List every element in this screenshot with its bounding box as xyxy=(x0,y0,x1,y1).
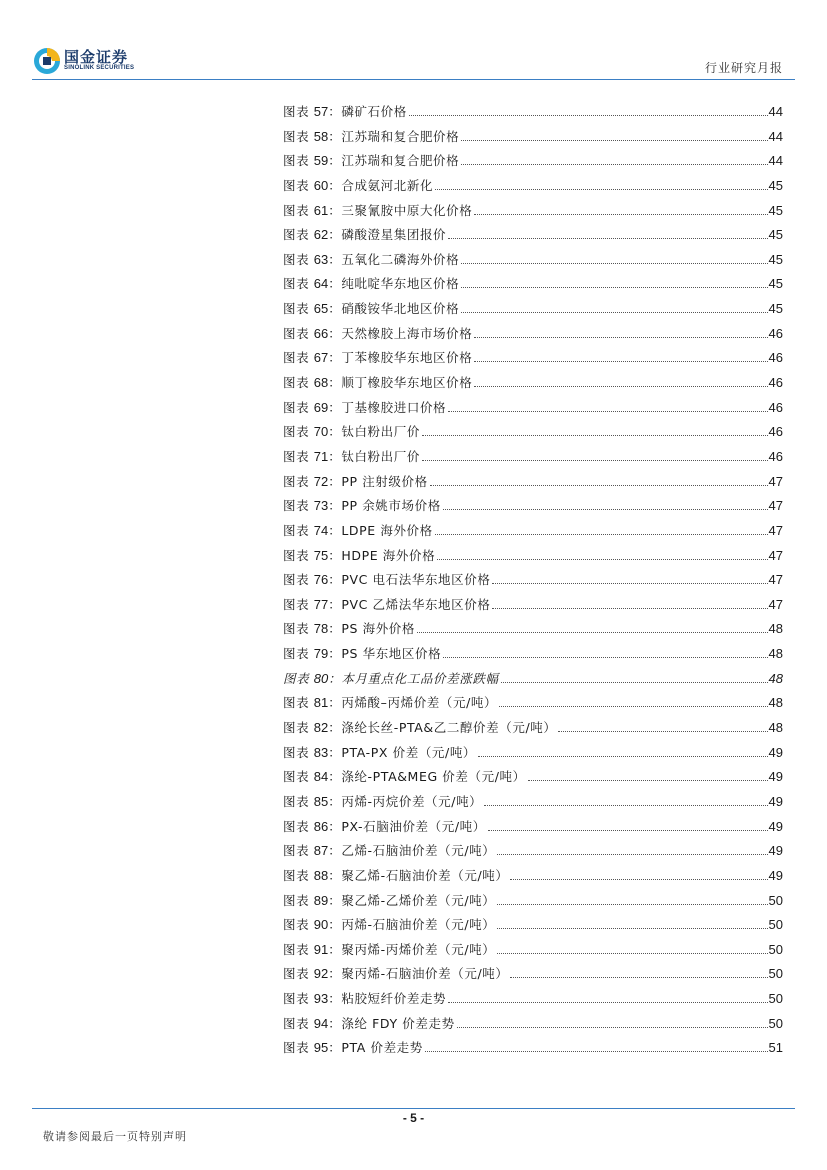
toc-entry-label xyxy=(283,149,459,174)
toc-entry-title: ：钛白粉出厂价 xyxy=(328,448,420,464)
toc-entry[interactable] xyxy=(283,297,783,322)
toc-entry-label xyxy=(283,962,508,987)
toc-entry-title: ：纯吡啶华东地区价格 xyxy=(328,276,460,292)
toc-entry-label xyxy=(283,741,476,766)
toc-dot-leader xyxy=(492,582,767,584)
toc-entry-label xyxy=(283,1012,455,1037)
toc-entry-number: 82 xyxy=(313,720,329,736)
toc-dot-leader xyxy=(497,903,767,905)
toc-entry[interactable] xyxy=(283,617,783,642)
toc-entry-prefix: 图表 xyxy=(283,744,314,760)
toc-dot-leader xyxy=(474,360,767,362)
toc-entry-title: ：PP 注射级价格 xyxy=(328,473,428,489)
toc-entry-label xyxy=(283,642,441,667)
toc-entry-number: 81 xyxy=(313,695,329,711)
toc-entry-number: 75 xyxy=(313,547,329,563)
toc-entry-number: 77 xyxy=(313,596,329,612)
toc-entry-title: ：PVC 乙烯法华东地区价格 xyxy=(328,596,491,612)
toc-entry[interactable] xyxy=(283,544,783,569)
toc-entry-label xyxy=(283,322,472,347)
toc-entry-prefix: 图表 xyxy=(283,867,314,883)
toc-entry-prefix: 图表 xyxy=(283,153,314,169)
report-type-label: 行业研究月报 xyxy=(704,61,783,75)
toc-entry-number: 93 xyxy=(313,991,329,1007)
toc-entry-prefix: 图表 xyxy=(283,375,314,391)
toc-entry-page: 48 xyxy=(768,695,783,711)
toc-entry-number: 66 xyxy=(313,325,329,341)
page-header xyxy=(0,0,827,80)
toc-entry-prefix: 图表 xyxy=(283,325,314,341)
toc-entry-number: 68 xyxy=(313,375,329,391)
toc-entry-prefix: 图表 xyxy=(283,350,314,366)
toc-entry-prefix: 图表 xyxy=(283,596,314,612)
toc-dot-leader xyxy=(437,558,767,560)
toc-entry[interactable] xyxy=(283,1012,783,1037)
toc-entry-title: ：硝酸铵华北地区价格 xyxy=(328,301,460,317)
toc-entry-label xyxy=(283,987,446,1012)
toc-entry[interactable] xyxy=(283,913,783,938)
toc-entry-label xyxy=(283,913,495,938)
toc-entry-page: 49 xyxy=(768,793,783,809)
toc-entry-page: 50 xyxy=(768,991,783,1007)
toc-entry-prefix: 图表 xyxy=(283,843,314,859)
toc-entry-prefix: 图表 xyxy=(283,917,314,933)
toc-entry-prefix: 图表 xyxy=(283,769,314,785)
toc-entry-number: 80 xyxy=(313,670,329,686)
toc-entry-number: 63 xyxy=(313,251,329,267)
toc-entry-number: 84 xyxy=(313,769,329,785)
toc-entry-page: 50 xyxy=(768,1015,783,1031)
toc-entry[interactable] xyxy=(283,272,783,297)
toc-dot-leader xyxy=(425,1050,768,1052)
toc-dot-leader xyxy=(497,927,767,929)
toc-dot-leader xyxy=(430,484,768,486)
toc-entry-number: 70 xyxy=(313,424,329,440)
toc-entry-label xyxy=(283,568,490,593)
toc-entry-title: ：顺丁橡胶华东地区价格 xyxy=(328,375,473,391)
toc-entry-page: 49 xyxy=(768,818,783,834)
toc-dot-leader xyxy=(474,336,767,338)
toc-entry-label xyxy=(283,125,459,150)
toc-entry-title: ：PVC 电石法华东地区价格 xyxy=(328,572,491,588)
toc-entry[interactable] xyxy=(283,100,783,125)
toc-dot-leader xyxy=(461,139,767,141)
toc-entry-prefix: 图表 xyxy=(283,104,314,119)
toc-entry[interactable] xyxy=(283,716,783,741)
toc-dot-leader xyxy=(461,262,767,264)
toc-entry-number: 89 xyxy=(313,892,329,908)
toc-entry-page: 45 xyxy=(768,227,783,243)
toc-entry[interactable] xyxy=(283,248,783,273)
toc-entry-page: 44 xyxy=(768,153,783,169)
toc-entry-label xyxy=(283,396,446,421)
toc-entry-prefix: 图表 xyxy=(283,695,314,711)
toc-entry-prefix: 图表 xyxy=(283,966,314,982)
toc-entry[interactable] xyxy=(283,987,783,1012)
toc-entry[interactable] xyxy=(283,346,783,371)
toc-dot-leader xyxy=(422,434,768,436)
toc-dot-leader xyxy=(461,163,767,165)
toc-entry-title: ：乙烯-石脑油价差（元/吨） xyxy=(328,843,496,859)
toc-entry-prefix: 图表 xyxy=(283,177,314,193)
toc-entry-label xyxy=(283,174,433,199)
toc-entry[interactable] xyxy=(283,938,783,963)
toc-dot-leader xyxy=(457,1026,768,1028)
toc-dot-leader xyxy=(435,533,768,535)
toc-entry-prefix: 图表 xyxy=(283,522,314,538)
toc-entry-prefix: 图表 xyxy=(283,1015,314,1031)
toc-entry-number: 79 xyxy=(313,646,329,662)
toc-dot-leader xyxy=(499,705,767,707)
toc-entry-number: 92 xyxy=(313,966,329,982)
toc-entry[interactable] xyxy=(283,864,783,889)
toc-entry-page: 49 xyxy=(768,867,783,883)
toc-entry-page: 45 xyxy=(768,177,783,193)
toc-entry-number: 90 xyxy=(313,917,329,933)
toc-entry-page: 47 xyxy=(768,572,783,588)
toc-entry-prefix: 图表 xyxy=(283,128,314,144)
toc-entry-prefix: 图表 xyxy=(283,1040,314,1056)
toc-entry-page: 46 xyxy=(768,325,783,341)
sinolink-logo-icon xyxy=(32,46,62,76)
toc-entry-label xyxy=(283,815,486,840)
toc-entry-prefix: 图表 xyxy=(283,301,314,317)
toc-entry[interactable] xyxy=(283,815,783,840)
toc-entry-title: ：涤纶-PTA&MEG 价差（元/吨） xyxy=(328,769,526,785)
disclaimer-text: 敬请参阅最后一页特别声明 xyxy=(43,1130,187,1143)
toc-entry-page: 45 xyxy=(768,276,783,292)
footer-divider xyxy=(32,1108,795,1109)
toc-entry-label xyxy=(283,223,446,248)
toc-entry-page: 50 xyxy=(768,892,783,908)
toc-entry-title: ：PP 余姚市场价格 xyxy=(328,498,441,514)
logo-english-name: SINOLINK SECURITIES xyxy=(64,65,135,71)
toc-entry[interactable] xyxy=(283,962,783,987)
toc-entry[interactable] xyxy=(283,691,783,716)
toc-dot-leader xyxy=(422,459,768,461)
toc-entry-title: ：聚乙烯-乙烯价差（元/吨） xyxy=(328,892,496,908)
toc-dot-leader xyxy=(510,976,767,978)
toc-dot-leader xyxy=(443,656,767,658)
toc-entry-page: 46 xyxy=(768,424,783,440)
toc-entry-page: 45 xyxy=(768,251,783,267)
toc-entry[interactable] xyxy=(283,519,783,544)
toc-entry-page: 46 xyxy=(768,375,783,391)
toc-entry-page: 48 xyxy=(768,621,783,637)
toc-entry-page: 47 xyxy=(768,547,783,563)
toc-entry-title: ：PX-石脑油价差（元/吨） xyxy=(328,818,486,834)
toc-entry-prefix: 图表 xyxy=(283,720,314,736)
toc-entry-label xyxy=(283,100,407,125)
toc-dot-leader xyxy=(435,188,767,190)
toc-dot-leader xyxy=(443,508,768,510)
toc-entry-prefix: 图表 xyxy=(283,424,314,440)
toc-entry-prefix: 图表 xyxy=(283,473,314,489)
toc-entry-label xyxy=(283,297,459,322)
toc-entry-label xyxy=(283,938,495,963)
toc-entry-label xyxy=(283,272,459,297)
toc-entry-page: 48 xyxy=(768,670,783,686)
toc-entry-prefix: 图表 xyxy=(283,498,314,514)
toc-entry-number: 94 xyxy=(313,1015,329,1031)
toc-entry-page: 44 xyxy=(768,128,783,144)
toc-entry-title: ：丁基橡胶进口价格 xyxy=(328,399,447,415)
toc-entry-page: 47 xyxy=(768,522,783,538)
toc-entry[interactable] xyxy=(283,223,783,248)
toc-entry-label xyxy=(283,716,556,741)
toc-entry-page: 46 xyxy=(768,350,783,366)
toc-entry[interactable] xyxy=(283,396,783,421)
toc-dot-leader xyxy=(484,804,767,806)
toc-dot-leader xyxy=(474,385,767,387)
toc-entry-prefix: 图表 xyxy=(283,621,314,637)
toc-entry-number: 71 xyxy=(313,448,329,464)
toc-entry-title: ：磷酸澄星集团报价 xyxy=(328,227,447,243)
toc-entry-prefix: 图表 xyxy=(283,547,314,563)
toc-entry-number: 61 xyxy=(313,202,329,218)
toc-entry-page: 45 xyxy=(768,202,783,218)
toc-entry-prefix: 图表 xyxy=(283,818,314,834)
toc-entry-title: ：涤纶 FDY 价差走势 xyxy=(328,1015,455,1031)
toc-entry-page: 50 xyxy=(768,966,783,982)
toc-entry-title: ：天然橡胶上海市场价格 xyxy=(328,325,473,341)
toc-entry-title: ：丙烯-丙烷价差（元/吨） xyxy=(328,793,483,809)
toc-entry-title: ：江苏瑞和复合肥价格 xyxy=(328,153,460,169)
toc-entry-prefix: 图表 xyxy=(283,670,314,686)
toc-entry-number: 69 xyxy=(313,399,329,415)
toc-entry-label xyxy=(283,889,495,914)
toc-dot-leader xyxy=(528,779,768,781)
toc-entry-title: ：丙烯-石脑油价差（元/吨） xyxy=(328,917,496,933)
toc-entry[interactable] xyxy=(283,1036,783,1061)
toc-entry[interactable] xyxy=(283,149,783,174)
logo-chinese-name: 国金证券 xyxy=(64,48,129,66)
toc-entry-title: ：江苏瑞和复合肥价格 xyxy=(328,128,460,144)
toc-entry[interactable] xyxy=(283,568,783,593)
toc-entry-number: 78 xyxy=(313,621,329,637)
toc-dot-leader xyxy=(409,114,768,116)
toc-entry-number: 73 xyxy=(313,498,329,514)
toc-entry-title: ：PS 华东地区价格 xyxy=(328,646,442,662)
toc-dot-leader xyxy=(461,311,767,313)
toc-entry-title: ：PTA-PX 价差（元/吨） xyxy=(328,744,477,760)
page-number: - 5 - xyxy=(402,1111,425,1125)
toc-entry-label xyxy=(283,790,482,815)
toc-entry-prefix: 图表 xyxy=(283,941,314,957)
toc-entry-title: ：丙烯酸–丙烯价差（元/吨） xyxy=(328,695,498,711)
toc-entry-label xyxy=(283,544,435,569)
toc-entry-number: 58 xyxy=(313,128,329,144)
toc-entry-title: ：PS 海外价格 xyxy=(328,621,415,637)
toc-entry[interactable] xyxy=(283,322,783,347)
toc-entry-page: 50 xyxy=(768,941,783,957)
toc-entry-title: ：三聚氰胺中原大化价格 xyxy=(328,202,473,218)
toc-dot-leader xyxy=(558,730,767,732)
toc-entry[interactable] xyxy=(283,741,783,766)
toc-entry-label xyxy=(283,839,495,864)
toc-entry-number: 87 xyxy=(313,843,329,859)
toc-entry-number: 72 xyxy=(313,473,329,489)
toc-entry-prefix: 图表 xyxy=(283,793,314,809)
toc-entry-prefix: 图表 xyxy=(283,227,314,243)
table-of-figures xyxy=(283,100,783,1061)
toc-entry-prefix: 图表 xyxy=(283,991,314,1007)
toc-entry[interactable] xyxy=(283,199,783,224)
toc-entry-title: ：PTA 价差走势 xyxy=(328,1040,423,1056)
toc-dot-leader xyxy=(417,631,768,633)
toc-entry-title: ：聚丙烯-丙烯价差（元/吨） xyxy=(328,941,496,957)
toc-entry-label xyxy=(283,248,459,273)
toc-entry-page: 47 xyxy=(768,596,783,612)
toc-entry-page: 45 xyxy=(768,301,783,317)
toc-entry-title: ：聚乙烯-石脑油价差（元/吨） xyxy=(328,867,509,883)
toc-entry-prefix: 图表 xyxy=(283,572,314,588)
toc-entry-prefix: 图表 xyxy=(283,448,314,464)
toc-entry-page: 50 xyxy=(768,917,783,933)
sinolink-logo xyxy=(32,46,162,78)
toc-entry-title: ：钛白粉出厂价 xyxy=(328,424,420,440)
toc-entry-number: 62 xyxy=(313,227,329,243)
toc-entry-number: 65 xyxy=(313,301,329,317)
toc-entry-page: 49 xyxy=(768,843,783,859)
toc-dot-leader xyxy=(448,237,767,239)
toc-entry-title: ：粘胶短纤价差走势 xyxy=(328,991,447,1007)
toc-entry-label xyxy=(283,691,497,716)
toc-entry-title: ：本月重点化工品价差涨跌幅 xyxy=(328,670,499,686)
toc-entry-number: 67 xyxy=(313,350,329,366)
toc-entry-prefix: 图表 xyxy=(283,892,314,908)
toc-entry[interactable] xyxy=(283,125,783,150)
toc-entry-label xyxy=(283,617,415,642)
toc-entry-page: 48 xyxy=(768,720,783,736)
toc-entry-page: 44 xyxy=(768,104,783,119)
toc-entry-label xyxy=(283,494,441,519)
toc-entry-title: ：LDPE 海外价格 xyxy=(328,522,433,538)
toc-entry-label xyxy=(283,199,472,224)
toc-entry-number: 85 xyxy=(313,793,329,809)
toc-entry-prefix: 图表 xyxy=(283,276,314,292)
toc-entry-number: 57 xyxy=(313,104,329,119)
toc-entry-page: 51 xyxy=(768,1040,783,1056)
toc-dot-leader xyxy=(492,607,767,609)
toc-entry[interactable] xyxy=(283,593,783,618)
toc-entry[interactable] xyxy=(283,889,783,914)
toc-entry-label xyxy=(283,346,472,371)
toc-entry-page: 46 xyxy=(768,399,783,415)
toc-entry[interactable] xyxy=(283,765,783,790)
toc-entry-label xyxy=(283,765,526,790)
toc-entry[interactable] xyxy=(283,790,783,815)
toc-entry-label xyxy=(283,420,420,445)
toc-entry-label xyxy=(283,593,490,618)
toc-entry-title: ：HDPE 海外价格 xyxy=(328,547,436,563)
toc-entry-number: 95 xyxy=(313,1040,329,1056)
toc-dot-leader xyxy=(501,681,768,683)
toc-dot-leader xyxy=(488,829,768,831)
toc-dot-leader xyxy=(448,1001,767,1003)
toc-entry-number: 86 xyxy=(313,818,329,834)
toc-entry-title: ：聚丙烯-石脑油价差（元/吨） xyxy=(328,966,509,982)
toc-entry-title: ：涤纶长丝-PTA&乙二醇价差（元/吨） xyxy=(328,720,557,736)
toc-entry-label xyxy=(283,445,420,470)
toc-entry-label xyxy=(283,864,508,889)
toc-entry[interactable] xyxy=(283,174,783,199)
header-divider xyxy=(32,79,795,80)
toc-entry[interactable] xyxy=(283,445,783,470)
toc-entry-number: 76 xyxy=(313,572,329,588)
toc-entry-title: ：磷矿石价格 xyxy=(328,104,407,119)
toc-entry-prefix: 图表 xyxy=(283,202,314,218)
toc-dot-leader xyxy=(474,213,767,215)
toc-dot-leader xyxy=(448,410,767,412)
toc-entry-number: 60 xyxy=(313,177,329,193)
toc-entry[interactable] xyxy=(283,470,783,495)
toc-entry-label xyxy=(283,667,499,692)
toc-entry[interactable] xyxy=(283,494,783,519)
toc-entry-number: 64 xyxy=(313,276,329,292)
toc-entry-page: 46 xyxy=(768,448,783,464)
toc-entry-label xyxy=(283,470,428,495)
toc-entry-page: 47 xyxy=(768,498,783,514)
toc-entry-number: 83 xyxy=(313,744,329,760)
toc-entry-prefix: 图表 xyxy=(283,251,314,267)
toc-entry-title: ：合成氨河北新化 xyxy=(328,177,434,193)
toc-entry-page: 49 xyxy=(768,744,783,760)
toc-dot-leader xyxy=(510,878,767,880)
toc-entry-label xyxy=(283,371,472,396)
toc-entry[interactable] xyxy=(283,839,783,864)
toc-entry-page: 48 xyxy=(768,646,783,662)
toc-entry-number: 91 xyxy=(313,941,329,957)
toc-entry[interactable] xyxy=(283,667,783,692)
toc-entry-title: ：丁苯橡胶华东地区价格 xyxy=(328,350,473,366)
toc-entry-page: 47 xyxy=(768,473,783,489)
toc-entry[interactable] xyxy=(283,642,783,667)
toc-dot-leader xyxy=(497,853,767,855)
toc-entry-page: 49 xyxy=(768,769,783,785)
toc-entry-number: 88 xyxy=(313,867,329,883)
toc-entry-label xyxy=(283,1036,423,1061)
toc-dot-leader xyxy=(497,952,767,954)
toc-entry-prefix: 图表 xyxy=(283,646,314,662)
toc-entry-title: ：五氧化二磷海外价格 xyxy=(328,251,460,267)
toc-entry-label xyxy=(283,519,433,544)
toc-entry[interactable] xyxy=(283,420,783,445)
toc-entry-number: 59 xyxy=(313,153,329,169)
toc-entry-number: 74 xyxy=(313,522,329,538)
toc-dot-leader xyxy=(461,286,767,288)
toc-dot-leader xyxy=(478,755,768,757)
toc-entry[interactable] xyxy=(283,371,783,396)
toc-entry-prefix: 图表 xyxy=(283,399,314,415)
